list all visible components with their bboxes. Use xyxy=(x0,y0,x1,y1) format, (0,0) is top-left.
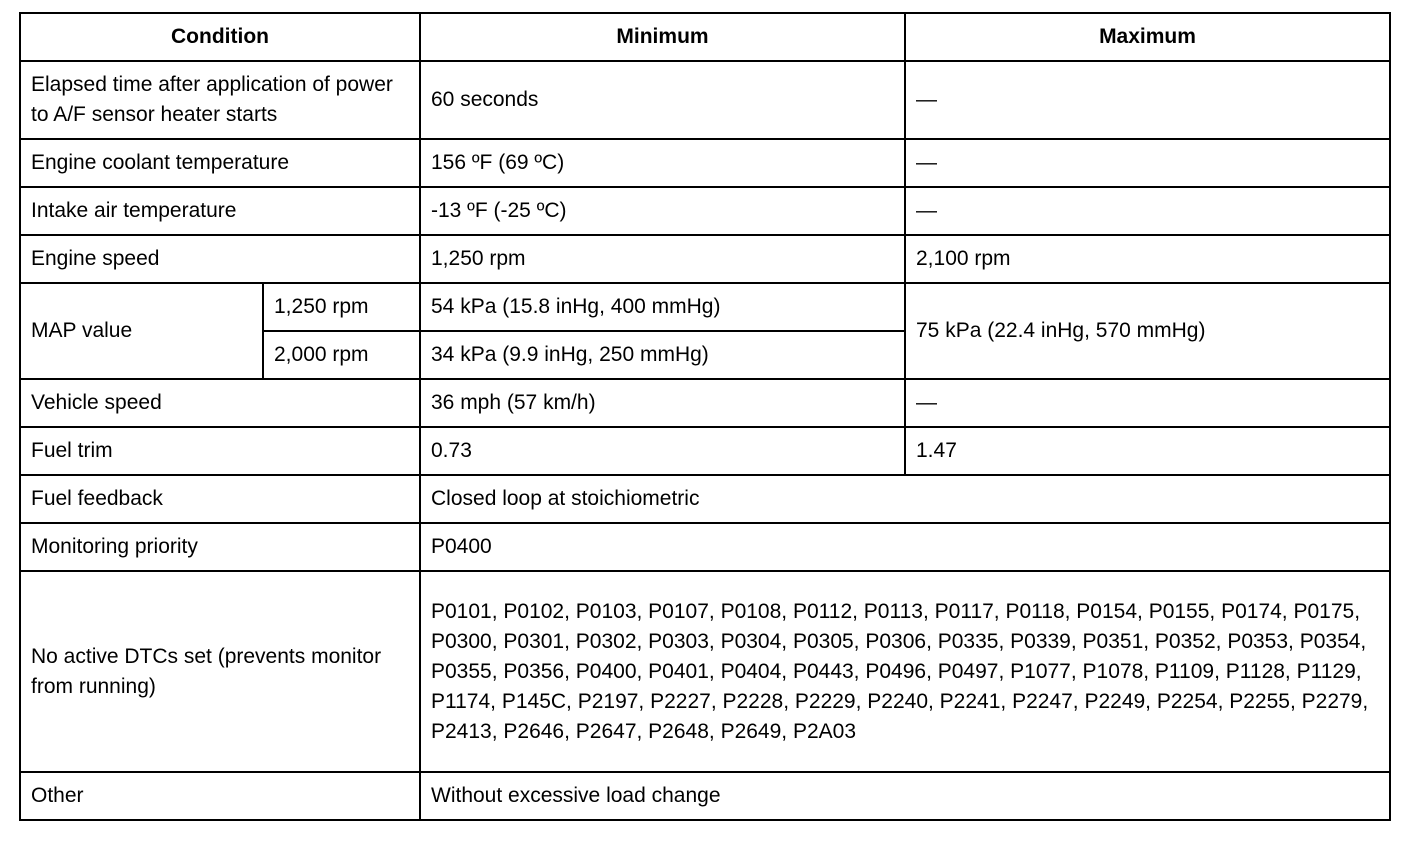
table-row xyxy=(20,61,1390,139)
value-cell: Closed loop at stoichiometric xyxy=(420,475,1390,523)
dtc-list-cell: P0101, P0102, P0103, P0107, P0108, P0112, P0113, P0117, P0118, P0154, P0155, P0174, P0175, P0300, P0301, P0302, P0303, P0304, P0305, P0306, P0335, P0339, P0351, P0352, P0353, P0354, P0355, P0356, P0400, P0401, P0404, P0443, P0496, P0497, P1077, P1078, P1109, P1128, P1129, P1174, P145C, P2197, P2227, P2228, P2229, P2240, P2241, P2247, P2249, P2254, P2255, P2279, P2413, P2646, P2647, P2648, P2649, P2A03 xyxy=(420,571,1390,772)
maximum-cell: — xyxy=(905,139,1390,187)
maximum-cell: 2,100 rpm xyxy=(905,235,1390,283)
maximum-cell: — xyxy=(905,379,1390,427)
conditions-table xyxy=(19,12,1391,821)
condition-cell: Monitoring priority xyxy=(20,523,420,571)
condition-cell: Elapsed time after application of power to A/F sensor heater starts xyxy=(20,61,420,139)
minimum-cell: 156 ºF (69 ºC) xyxy=(420,139,905,187)
condition-cell: Vehicle speed xyxy=(20,379,420,427)
header-minimum: Minimum xyxy=(420,13,905,61)
table-row xyxy=(20,139,1390,187)
maximum-cell: — xyxy=(905,187,1390,235)
value-cell: Without excessive load change xyxy=(420,772,1390,820)
maximum-cell: — xyxy=(905,61,1390,139)
table-header-row xyxy=(20,13,1390,61)
condition-cell: Engine coolant temperature xyxy=(20,139,420,187)
condition-cell: MAP value xyxy=(20,283,263,379)
minimum-cell: 36 mph (57 km/h) xyxy=(420,379,905,427)
maximum-cell: 75 kPa (22.4 inHg, 570 mmHg) xyxy=(905,283,1390,379)
value-cell: P0400 xyxy=(420,523,1390,571)
condition-cell: Fuel feedback xyxy=(20,475,420,523)
table-row xyxy=(20,571,1390,772)
condition-cell: Other xyxy=(20,772,420,820)
table-row xyxy=(20,772,1390,820)
table-row xyxy=(20,523,1390,571)
maximum-cell: 1.47 xyxy=(905,427,1390,475)
sub-condition-cell: 1,250 rpm xyxy=(263,283,420,331)
minimum-cell: 60 seconds xyxy=(420,61,905,139)
minimum-cell: -13 ºF (-25 ºC) xyxy=(420,187,905,235)
condition-cell: Fuel trim xyxy=(20,427,420,475)
minimum-cell: 1,250 rpm xyxy=(420,235,905,283)
table-row xyxy=(20,427,1390,475)
minimum-cell: 0.73 xyxy=(420,427,905,475)
header-maximum: Maximum xyxy=(905,13,1390,61)
table-row xyxy=(20,475,1390,523)
sub-condition-cell: 2,000 rpm xyxy=(263,331,420,379)
condition-cell: Intake air temperature xyxy=(20,187,420,235)
table-row xyxy=(20,187,1390,235)
table-row xyxy=(20,379,1390,427)
table-row xyxy=(20,235,1390,283)
minimum-cell: 34 kPa (9.9 inHg, 250 mmHg) xyxy=(420,331,905,379)
condition-cell: No active DTCs set (prevents monitor from running) xyxy=(20,571,420,772)
header-condition: Condition xyxy=(20,13,420,61)
table-row xyxy=(20,283,1390,331)
condition-cell: Engine speed xyxy=(20,235,420,283)
minimum-cell: 54 kPa (15.8 inHg, 400 mmHg) xyxy=(420,283,905,331)
